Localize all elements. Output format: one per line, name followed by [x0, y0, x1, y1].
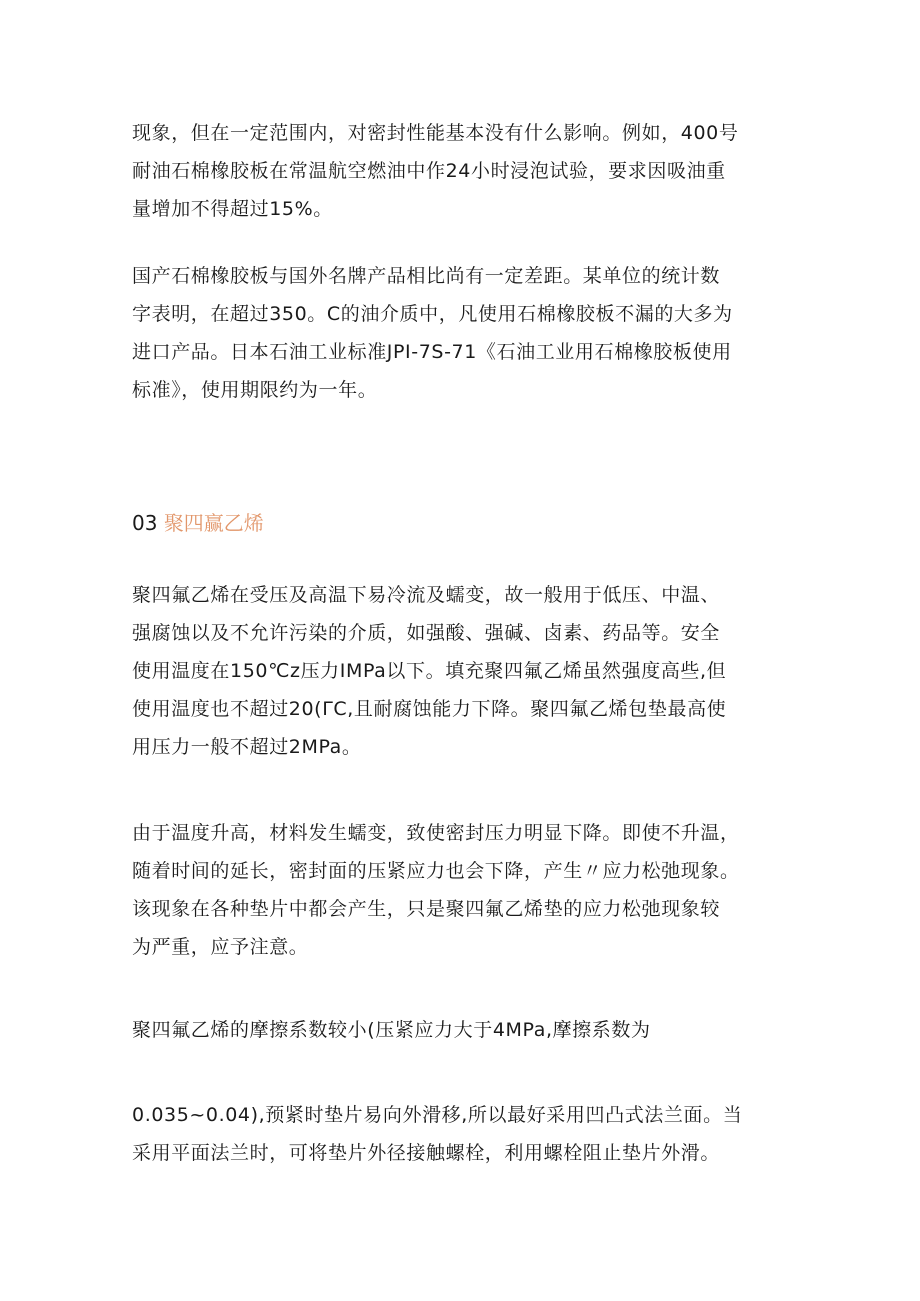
section-heading: [132, 506, 264, 540]
paragraph-friction: [132, 1011, 802, 1049]
text-line: 量增加不得超过15%。: [132, 198, 333, 220]
text-line: 由于温度升高，材料发生蠕变，致使密封压力明显下降。即使不升温，: [132, 822, 740, 844]
text-line: 使用温度也不超过20(ΓC,且耐腐蚀能力下降。聚四氟乙烯包垫最高使: [132, 698, 727, 720]
text-line: 使用温度在150℃z压力IMPa以下。填充聚四氟乙烯虽然强度高些,但: [132, 660, 727, 682]
paragraph-stress-relaxation: [132, 814, 802, 966]
text-line: 采用平面法兰时，可将垫片外径接触螺栓，利用螺栓阻止垫片外滑。: [132, 1142, 721, 1164]
text-line: 该现象在各种垫片中都会产生，只是聚四氟乙烯垫的应力松弛现象较: [132, 898, 721, 920]
paragraph-ptfe-usage: [132, 576, 802, 766]
text-line: 为严重，应予注意。: [132, 936, 309, 958]
text-line: 字表明，在超过350。C的油介质中，凡使用石棉橡胶板不漏的大多为: [132, 303, 733, 325]
paragraph-domestic-products: [132, 257, 802, 409]
section-number: 03: [132, 511, 158, 535]
text-line: 随着时间的延长，密封面的压紧应力也会下降，产生〃应力松弛现象。: [132, 860, 740, 882]
text-line: 进口产品。日本石油工业标准JPI-7S-71《石油工业用石棉橡胶板使用: [132, 341, 732, 363]
section-title: 聚四赢乙烯: [163, 511, 264, 535]
text-line: 国产石棉橡胶板与国外名牌产品相比尚有一定差距。某单位的统计数: [132, 265, 721, 287]
paragraph-oil-absorption: [132, 114, 802, 228]
text-line: 0.035~0.04),预紧时垫片易向外滑移,所以最好采用凹凸式法兰面。当: [132, 1104, 743, 1126]
text-line: 现象，但在一定范围内，对密封性能基本没有什么影响。例如，400号: [132, 122, 739, 144]
text-line: 耐油石棉橡胶板在常温航空燃油中作24小时浸泡试验，要求因吸油重: [132, 160, 726, 182]
text-line: 聚四氟乙烯的摩擦系数较小(压紧应力大于4MPa,摩擦系数为: [132, 1019, 651, 1041]
text-line: 聚四氟乙烯在受压及高温下易冷流及蠕变，故一般用于低压、中温、: [132, 584, 721, 606]
text-line: 标准》，使用期限约为一年。: [132, 379, 378, 401]
text-line: 强腐蚀以及不允许污染的介质，如强酸、强碱、卤素、药品等。安全: [132, 622, 721, 644]
text-line: 用压力一般不超过2MPa。: [132, 736, 362, 758]
paragraph-flange: [132, 1096, 802, 1172]
